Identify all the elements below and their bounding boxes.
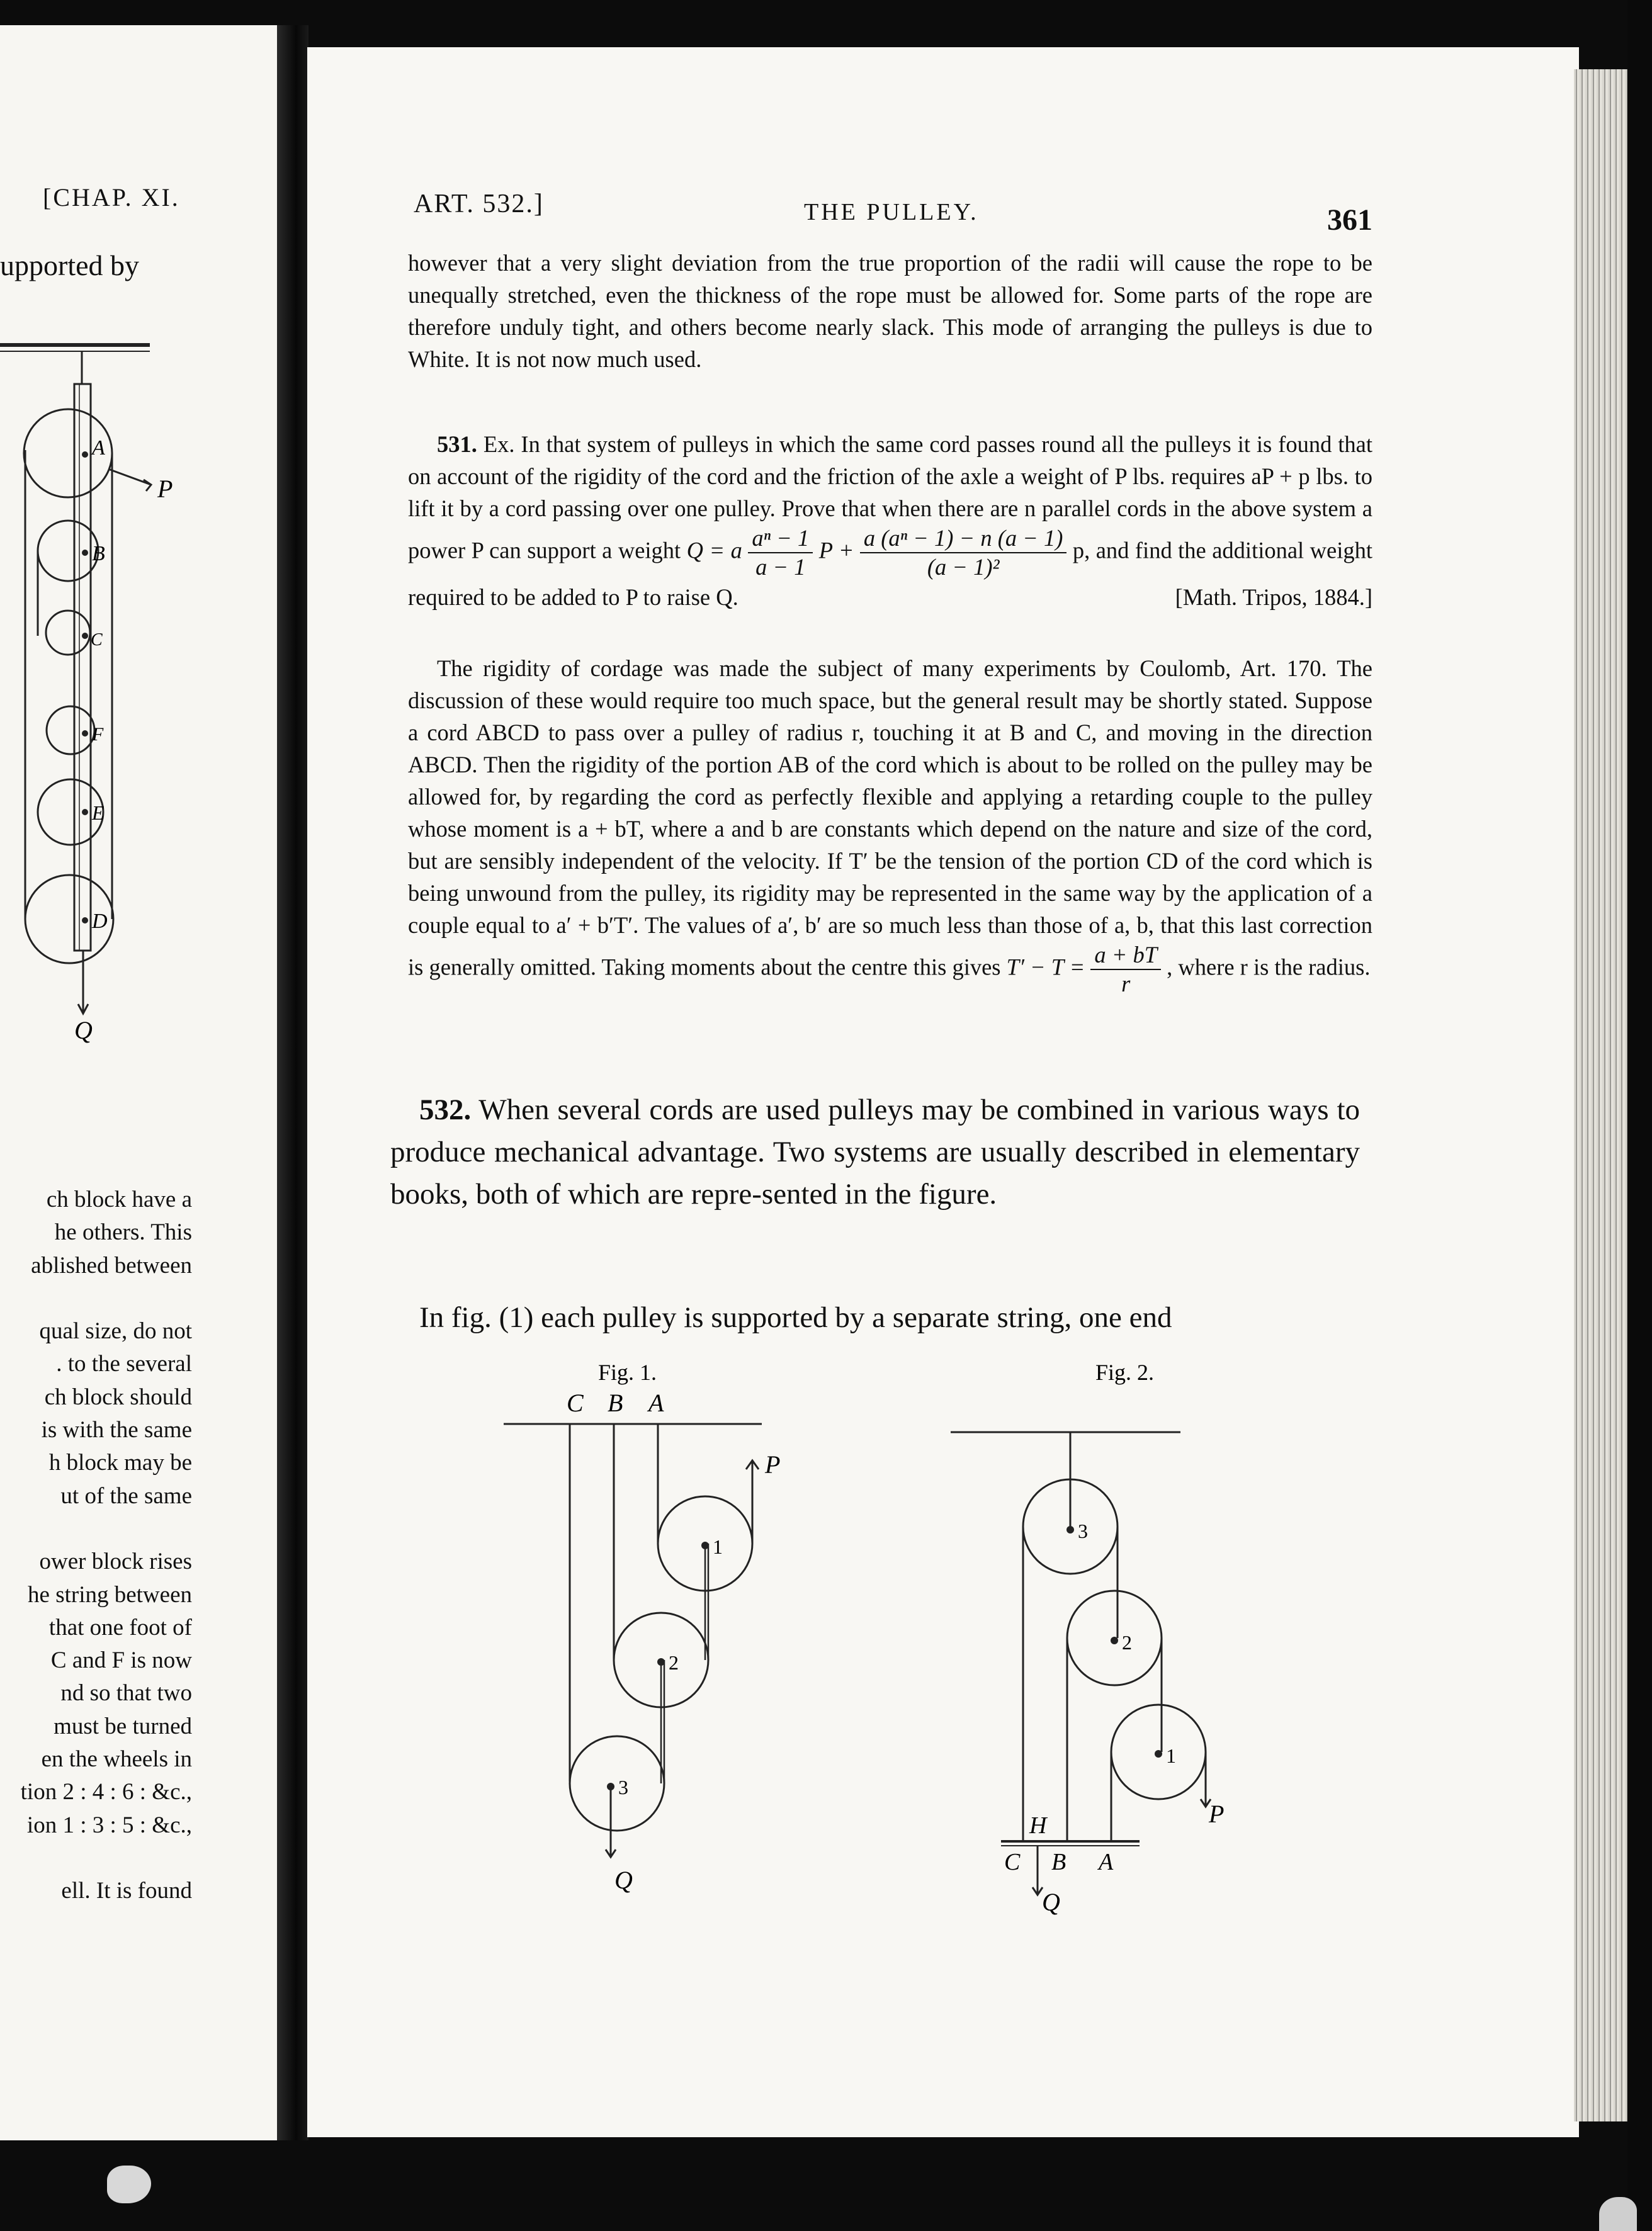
left-fragment-line: tion 2 : 4 : 6 : &c.,	[20, 1779, 192, 1805]
left-fragment-line: h block may be	[48, 1450, 192, 1476]
fraction-numerator: a + bT	[1090, 941, 1161, 970]
left-fragment-line: qual size, do not	[39, 1318, 192, 1345]
figure-1	[504, 1360, 780, 1894]
left-pulley-figure	[0, 315, 277, 1058]
fig2-pulley-3: 3	[1078, 1520, 1088, 1542]
section-number: 532.	[419, 1093, 472, 1126]
left-fragment-line: is with the same	[41, 1417, 192, 1443]
left-fig-label-d: D	[92, 910, 108, 933]
left-fragment-line: C and F is now	[50, 1647, 192, 1674]
rigidity-text: The rigidity of cordage was made the subject of many experiments by Coulomb, Art. 170. The discussion of these would require too much space, but the general result may be shortly stated. Suppose a cord ABCD to pass over a pulley of radius r, touching it at B and C, and moving in the direction ABCD. Then the rigidity of the portion AB of the cord which is about to be rolled on the pulley may be allowed for, by regarding the cord as perfectly flexible and applying a retarding couple to the pulley whose moment is a + bT, where a and b are constants which depend on the nature and size of the cord, but are sensibly independent of the velocity. If T′ be the tension of the portion CD of the cord which is being unwound from the pulley, its rigidity may be represented in the same way by the application of a couple equal to a′ + b′T′. The values of a′, b′ are so much less than those of a, b, that this last correction is generally omitted. Taking moments about the centre this gives	[408, 655, 1372, 980]
example-q-lhs: Q = a	[686, 537, 742, 563]
scan-artifact	[107, 2166, 151, 2203]
rigidity-paragraph	[408, 652, 1372, 998]
fraction-numerator: a (aⁿ − 1) − n (a − 1)	[860, 524, 1067, 553]
left-fragment-line	[0, 1513, 192, 1545]
left-page	[0, 25, 277, 2140]
fig1-label-q: Q	[614, 1866, 633, 1894]
left-fragment-line: ablished between	[31, 1252, 192, 1279]
fig1-pulley-3: 3	[618, 1776, 628, 1799]
fig2-pulley-1: 1	[1166, 1744, 1176, 1767]
left-fig-label-e: E	[92, 801, 105, 824]
page-number: 361	[1327, 203, 1372, 237]
left-fragment-line: ut of the same	[60, 1483, 192, 1509]
fig2-label-p: P	[1209, 1800, 1225, 1828]
fig1-pulley-2: 2	[669, 1651, 679, 1674]
fraction-numerator: aⁿ − 1	[748, 524, 813, 553]
scan-artifact	[1599, 2197, 1637, 2231]
left-fig-label-f: F	[92, 724, 104, 745]
left-fragment-line: that one foot of	[48, 1614, 192, 1641]
right-dark-border	[1627, 0, 1652, 2231]
example-fraction-1	[748, 524, 813, 581]
fig2-title: Fig. 2.	[1095, 1360, 1155, 1385]
left-fragment-line: ch block should	[44, 1384, 192, 1410]
left-text-fragments	[0, 1183, 192, 1908]
left-fragment-line: ower block rises	[39, 1549, 192, 1575]
left-fig-label-p: P	[157, 475, 173, 503]
left-fragment-line: ion 1 : 3 : 5 : &c.,	[26, 1812, 192, 1838]
left-fig-label-q: Q	[74, 1016, 93, 1044]
left-top-line: upported by	[0, 249, 140, 281]
fig1-description: In fig. (1) each pulley is supported by a separate string, one end	[419, 1301, 1172, 1334]
left-chapter-header: [CHAP. XI.	[43, 183, 180, 212]
fig1-label-b: B	[608, 1389, 623, 1417]
rigidity-equation-lhs: T′ − T =	[1006, 954, 1085, 980]
fraction-denominator: (a − 1)²	[927, 554, 1000, 580]
fraction-denominator: r	[1121, 971, 1131, 997]
left-fig-label-b: B	[92, 542, 105, 565]
fig2-label-c: C	[1004, 1849, 1021, 1875]
page-edges	[1574, 69, 1627, 2121]
left-fig-label-a: A	[92, 436, 105, 460]
left-fig-label-c: C	[91, 630, 103, 650]
running-header	[414, 189, 1372, 237]
fig2-label-b: B	[1051, 1849, 1066, 1875]
fig2-label-q: Q	[1042, 1888, 1060, 1916]
fig1-label-c: C	[567, 1389, 584, 1417]
fraction-denominator: a − 1	[755, 554, 806, 580]
fig2-pulley-2: 2	[1122, 1631, 1132, 1654]
example-number: 531.	[437, 431, 477, 457]
figure-2	[951, 1360, 1224, 1916]
example-text-b: p, and find the additional weight required to be added to P to raise Q.	[408, 537, 1372, 610]
fig2-label-a: A	[1099, 1849, 1114, 1875]
rigidity-text-end: , where r is the radius.	[1167, 954, 1371, 980]
left-fragment-line	[0, 1282, 192, 1315]
paragraph-continuation: however that a very slight deviation from the true proportion of the radii will cause the rope to be unequally stretched, even the thickness of the rope must be allowed for. Some parts of the rope are therefore unduly tight, and others become nearly slack. This mode of arranging the pulleys is due to White. It is not now much used.	[408, 250, 1372, 372]
left-fragment-line: nd so that two	[60, 1680, 192, 1707]
book-gutter	[277, 25, 308, 2140]
fig1-label-p: P	[765, 1450, 781, 1479]
pulley-figures	[491, 1353, 1284, 1920]
left-fragment-line: . to the several	[56, 1351, 192, 1377]
fig1-pulley-1: 1	[713, 1535, 723, 1558]
rigidity-fraction	[1090, 941, 1161, 998]
fig2-label-h: H	[1029, 1812, 1047, 1839]
example-text-a: Ex. In that system of pulleys in which the same cord passes round all the pulleys it is found that on account of the rigidity of the cord and the friction of the axle a weight of P lbs. requires aP + p lbs. to lift it by a cord passing over one pulley. Prove that when there are n parallel cords in the above system a power P can support a weight	[408, 431, 1372, 563]
left-fragment-line: he others. This	[54, 1219, 192, 1246]
section-532	[390, 1089, 1360, 1216]
left-fragment-line: ell. It is found	[61, 1878, 192, 1904]
example-plus-p: P +	[818, 537, 854, 563]
left-fragment-line: en the wheels in	[41, 1746, 192, 1773]
running-title: THE PULLEY.	[804, 199, 979, 225]
example-fraction-2	[860, 524, 1067, 581]
fig1-title: Fig. 1.	[598, 1360, 657, 1385]
left-fragment-line: must be turned	[54, 1713, 192, 1739]
left-fragment-line: he string between	[28, 1581, 192, 1608]
left-fragment-line: ch block have a	[46, 1187, 192, 1212]
left-fragment-line	[0, 1842, 192, 1875]
fig1-label-a: A	[648, 1389, 664, 1417]
example-citation: [Math. Tripos, 1884.]	[1175, 584, 1372, 610]
section-532-text: When several cords are used pulleys may be combined in various ways to produce mechanical advantage. Two systems are usually described in elementary books, both of which are repre-sented in the figure.	[390, 1093, 1360, 1211]
example-531	[408, 428, 1372, 613]
article-reference: ART. 532.]	[414, 189, 544, 218]
